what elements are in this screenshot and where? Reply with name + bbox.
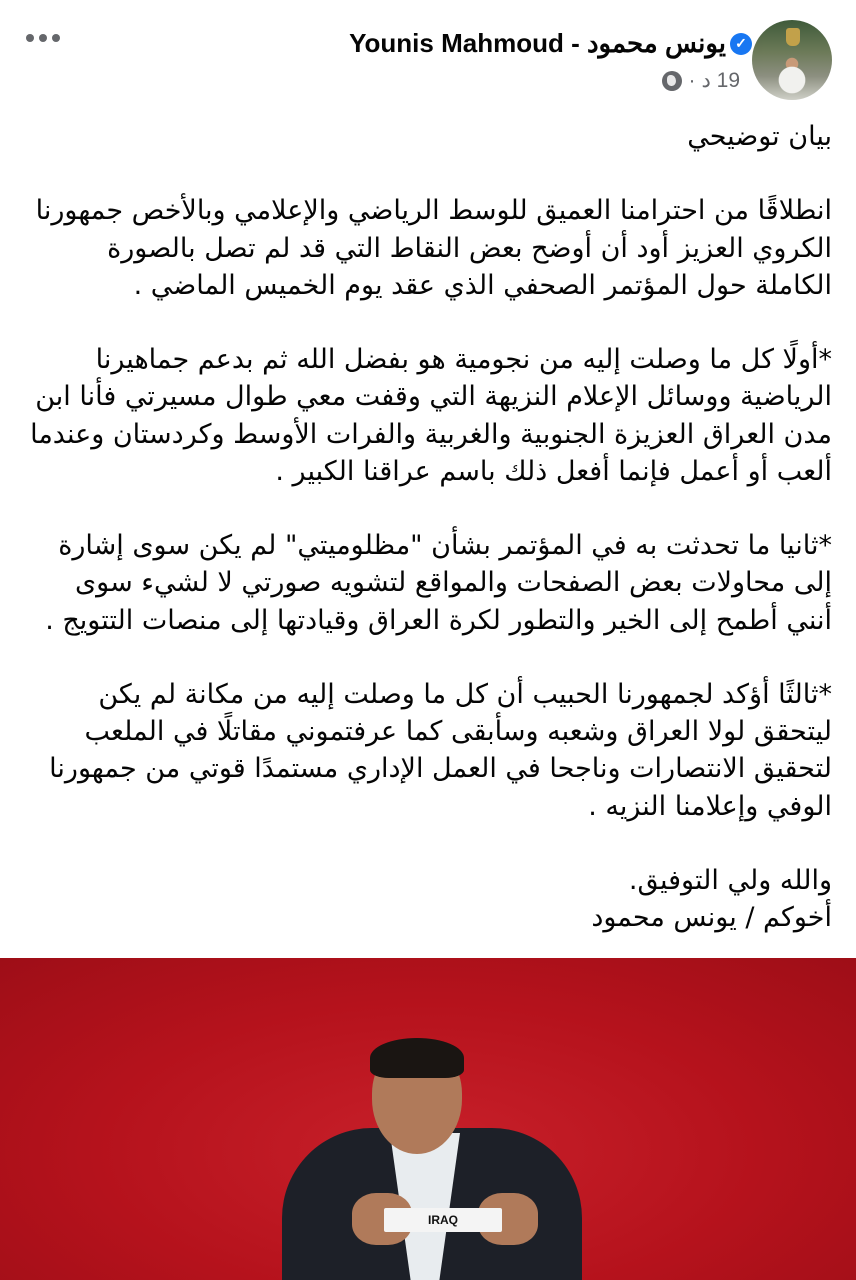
paragraph-line: *ثالثًا أؤكد لجمهورنا الحبيب أن كل ما وصلت إليه من مكانة لم يكن <box>98 678 832 710</box>
paragraph-line: *ثانيا ما تحدثت به في المؤتمر بشأن "مظلوميتي" لم يكن سوى إشارة <box>58 530 832 562</box>
post-meta <box>662 68 740 93</box>
author-avatar[interactable] <box>752 20 832 100</box>
dot-icon <box>52 34 60 42</box>
paragraph-line: *أولًا كل ما وصلت إليه من نجومية هو بفضل الله ثم بدعم جماهيرنا <box>95 344 832 376</box>
person-hair <box>370 1038 464 1078</box>
post-title: بيان توضيحي <box>687 121 832 152</box>
post-text <box>12 118 832 936</box>
signature-line: أخوكم / يونس محمود <box>591 902 832 934</box>
meta-separator: · <box>688 68 696 92</box>
dot-icon <box>39 34 47 42</box>
paragraph-line: مدن العراق العزيزة الجنوبية والغربية والفرات الأوسط وكردستان وعندما <box>30 418 832 450</box>
author-name-row[interactable] <box>349 28 752 59</box>
verified-badge-icon: ✓ <box>730 33 752 55</box>
paragraph-line: انطلاقًا من احترامنا العميق للوسط الرياضي والإعلامي وبالأخص جمهورنا <box>35 195 832 227</box>
post-time[interactable]: 19 د <box>701 69 740 92</box>
paragraph-line: لتحقيق الانتصارات وناجحا في العمل الإداري مستمدًا قوتي من جمهورنا <box>49 753 832 785</box>
paragraph-line: إلى محاولات بعض الصفحات والمواقع لتشويه صورتي لا لشيء سوى <box>75 567 832 599</box>
dot-icon <box>26 34 34 42</box>
paragraph-line: أنني أطمح إلى الخير والتطور لكرة العراق وقيادتها إلى منصات التتويج . <box>45 604 832 636</box>
paragraph-line: ألعب أو أعمل فإنما أفعل ذلك باسم عراقنا الكبير . <box>275 455 832 487</box>
paragraph-line: الوفي وإعلامنا النزيه . <box>588 790 832 822</box>
post-photo[interactable] <box>0 958 856 1280</box>
paragraph-line: الكروي العزيز أود أن أوضح بعض النقاط التي قد لم تصل بالصورة <box>107 232 832 264</box>
globe-icon <box>662 71 682 91</box>
closing-line: والله ولي التوفيق. <box>628 864 832 896</box>
draw-card: IRAQ <box>384 1208 502 1232</box>
paragraph-line: الرياضية ووسائل الإعلام النزيهة التي وقفت معي طوال مسيرتي فأنا ابن <box>35 381 832 413</box>
more-options-button[interactable] <box>26 34 60 42</box>
paragraph-line: ليتحقق لولا العراق وشعبه وسأبقى كما عرفتموني مقاتلًا في الملعب <box>84 716 832 748</box>
author-name[interactable]: يونس محمود - Younis Mahmoud <box>349 28 726 58</box>
trophy-icon <box>786 28 800 46</box>
paragraph-line: الكاملة حول المؤتمر الصحفي الذي عقد يوم الخميس الماضي . <box>133 269 832 301</box>
